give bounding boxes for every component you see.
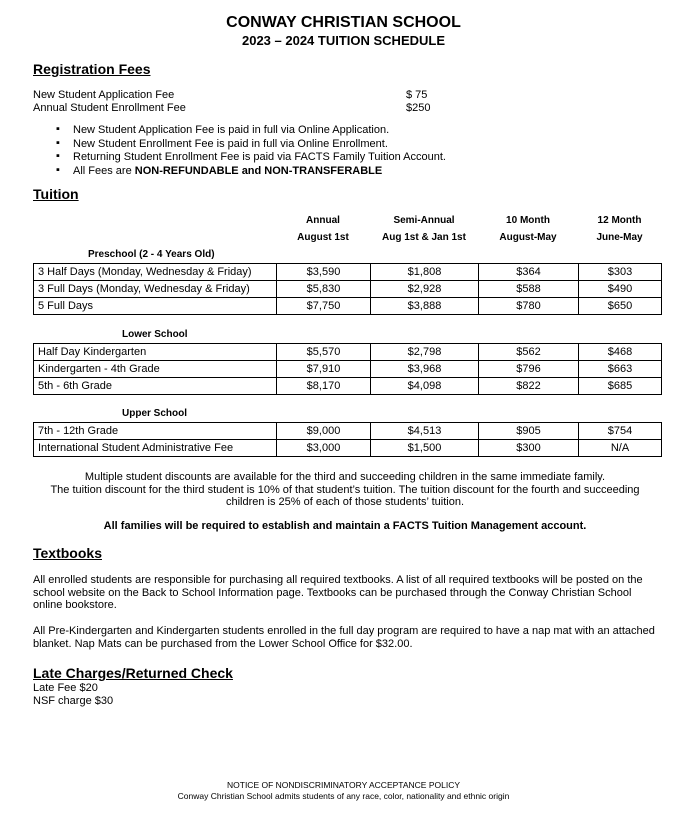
row-label: 7th - 12th Grade [34, 423, 277, 440]
table-row [34, 264, 662, 281]
twelve-month-cell: $754 [579, 423, 662, 440]
column-header-line: June-May [596, 232, 643, 243]
semi-annual-cell: $4,513 [371, 423, 479, 440]
fee-label: New Student Application Fee [33, 89, 175, 101]
fee-row [33, 102, 453, 115]
nsf-charge: NSF charge $30 [33, 695, 114, 707]
row-label: Half Day Kindergarten [34, 344, 277, 361]
discount-line: The tuition discount for the third student is 10% of that student’s tuition. The tuition discount for the fourth and succeeding [50, 483, 640, 496]
row-label: 5 Full Days [34, 298, 277, 315]
nap-mat-paragraph [33, 625, 658, 650]
semi-annual-cell: $4,098 [371, 378, 479, 395]
column-header-line: 12 Month [597, 215, 642, 226]
table-row [34, 344, 662, 361]
policy-text: Conway Christian School admits students of any race, color, nationality and ethnic origin [177, 791, 510, 801]
fee-label: Annual Student Enrollment Fee [33, 102, 186, 114]
column-header-line: August-May [499, 232, 557, 243]
annual-cell: $5,570 [277, 344, 371, 361]
ten-month-cell: $905 [479, 423, 579, 440]
annual-cell: $7,750 [277, 298, 371, 315]
column-header-semi-annual [370, 215, 478, 243]
school-name: CONWAY CHRISTIAN SCHOOL [226, 14, 461, 31]
annual-cell: $3,000 [277, 440, 371, 457]
tuition-table-lower-school [33, 343, 662, 395]
schedule-title: 2023 – 2024 TUITION SCHEDULE [241, 33, 446, 48]
list-item [56, 165, 446, 179]
column-header-12-month [578, 215, 661, 243]
twelve-month-cell: $490 [579, 281, 662, 298]
fee-amount: $250 [406, 102, 431, 114]
twelve-month-cell: N/A [579, 440, 662, 457]
ten-month-cell: $300 [479, 440, 579, 457]
paragraph-line: blanket. Nap Mats can be purchased from the Lower School Office for $32.00. [33, 637, 413, 650]
twelve-month-cell: $650 [579, 298, 662, 315]
column-header-line: Semi-Annual [393, 215, 455, 226]
ten-month-cell: $562 [479, 344, 579, 361]
column-header-line: Aug 1st & Jan 1st [382, 232, 466, 243]
row-label: 3 Half Days (Monday, Wednesday & Friday) [34, 264, 277, 281]
annual-cell: $9,000 [277, 423, 371, 440]
table-row [34, 298, 662, 315]
twelve-month-cell: $303 [579, 264, 662, 281]
column-header-line: August 1st [297, 232, 349, 243]
textbooks-heading: Textbooks [33, 545, 102, 561]
semi-annual-cell: $2,928 [371, 281, 479, 298]
semi-annual-cell: $3,968 [371, 361, 479, 378]
fee-amount: $ 75 [406, 89, 428, 101]
section-title-lower-school: Lower School [122, 329, 188, 340]
paragraph-line: All enrolled students are responsible for purchasing all required textbooks. A list of all required textbooks will be posted on the [33, 574, 643, 586]
column-header-line: 10 Month [506, 215, 550, 226]
discount-paragraph [30, 471, 660, 509]
tuition-heading: Tuition [33, 186, 79, 202]
semi-annual-cell: $1,500 [371, 440, 479, 457]
semi-annual-cell: $3,888 [371, 298, 479, 315]
textbooks-paragraph [33, 574, 658, 612]
section-title-preschool: Preschool (2 - 4 Years Old) [88, 249, 215, 260]
annual-cell: $3,590 [277, 264, 371, 281]
table-row [34, 423, 662, 440]
list-item: ▪ New Student Enrollment Fee is paid in full via Online Enrollment. [56, 138, 446, 152]
twelve-month-cell: $468 [579, 344, 662, 361]
twelve-month-cell: $663 [579, 361, 662, 378]
section-title-upper-school: Upper School [122, 408, 188, 419]
annual-cell: $7,910 [277, 361, 371, 378]
list-item-bold: NON-REFUNDABLE and NON-TRANSFERABLE [134, 164, 383, 177]
discount-line: children is 25% of each of those students’ tuition. [225, 496, 465, 508]
row-label: International Student Administrative Fee [34, 440, 277, 457]
tuition-table-preschool [33, 263, 662, 315]
list-item: ▪ New Student Application Fee is paid in full via Online Application. [56, 124, 446, 138]
column-header-line: Annual [306, 215, 340, 226]
late-fee: Late Fee $20 [33, 682, 98, 694]
table-row [34, 361, 662, 378]
ten-month-cell: $780 [479, 298, 579, 315]
fee-notes-list [56, 124, 446, 178]
list-item: ▪ Returning Student Enrollment Fee is paid via FACTS Family Tuition Account. [56, 151, 446, 165]
registration-heading: Registration Fees [33, 61, 151, 77]
ten-month-cell: $796 [479, 361, 579, 378]
paragraph-line: school website on the Back to School Information page. Textbooks can be purchased through the Conway Christian School [33, 586, 632, 599]
paragraph-line: online bookstore. [33, 599, 117, 611]
tuition-table-upper-school [33, 422, 662, 457]
late-charges-heading: Late Charges/Returned Check [33, 665, 233, 681]
table-row [34, 378, 662, 395]
table-row [34, 281, 662, 298]
row-label: 5th - 6th Grade [34, 378, 277, 395]
twelve-month-cell: $685 [579, 378, 662, 395]
annual-cell: $5,830 [277, 281, 371, 298]
policy-title: NOTICE OF NONDISCRIMINATORY ACCEPTANCE POLICY [227, 780, 460, 790]
ten-month-cell: $364 [479, 264, 579, 281]
table-row [34, 440, 662, 457]
semi-annual-cell: $2,798 [371, 344, 479, 361]
paragraph-line: All Pre-Kindergarten and Kindergarten students enrolled in the full day program are required to have a nap mat with an attached [33, 625, 655, 637]
facts-notice: All families will be required to establish and maintain a FACTS Tuition Management account. [103, 520, 587, 532]
row-label: 3 Full Days (Monday, Wednesday & Friday) [34, 281, 277, 298]
list-item-text: All Fees are [73, 164, 135, 177]
ten-month-cell: $822 [479, 378, 579, 395]
ten-month-cell: $588 [479, 281, 579, 298]
row-label: Kindergarten - 4th Grade [34, 361, 277, 378]
discount-line: Multiple student discounts are available for the third and succeeding children in the same immediate family. [84, 471, 606, 483]
annual-cell: $8,170 [277, 378, 371, 395]
column-header-10-month [478, 215, 578, 243]
column-header-annual [276, 215, 370, 243]
fee-row [33, 89, 453, 102]
semi-annual-cell: $1,808 [371, 264, 479, 281]
